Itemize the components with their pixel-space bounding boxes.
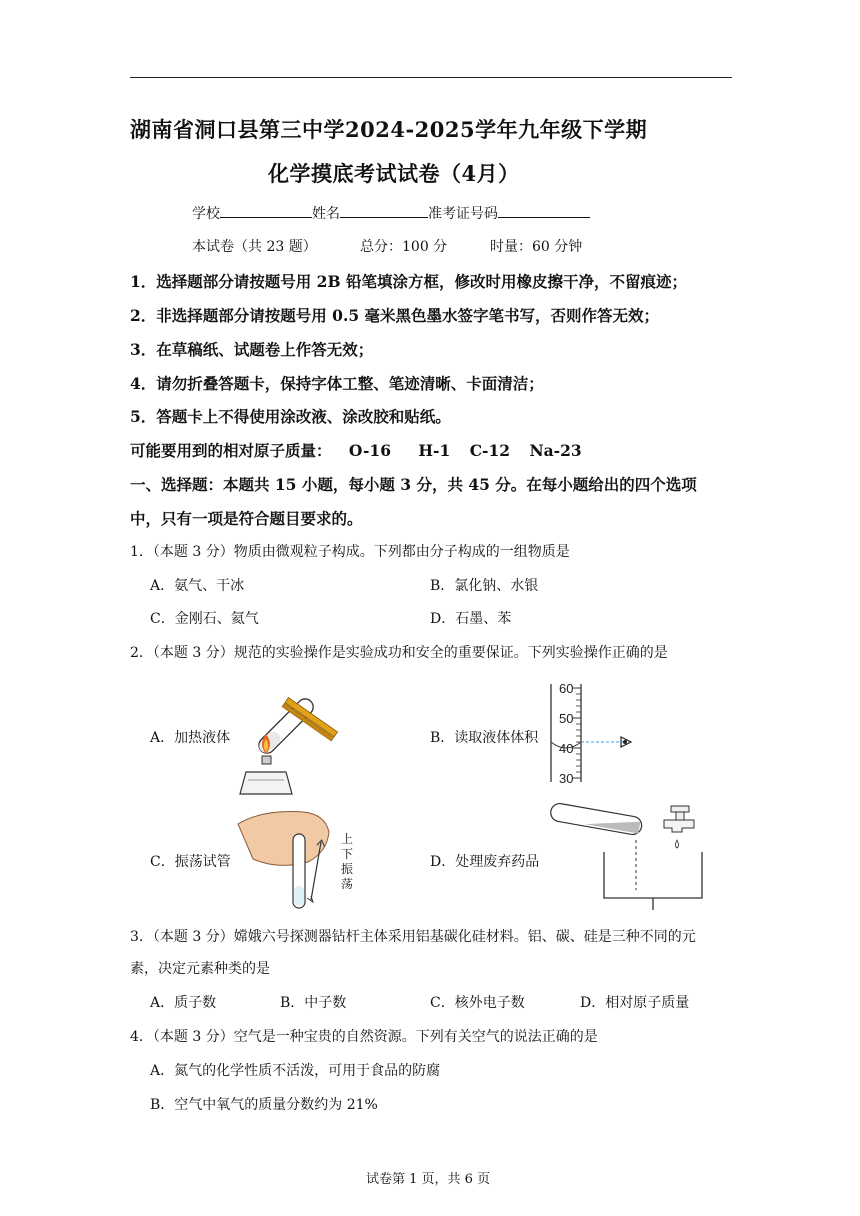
page-footer: 试卷第 1 页，共 6 页 — [366, 1172, 491, 1187]
total-score: 总分：100 分 — [360, 239, 448, 255]
cylinder-tick-label: 30 — [559, 771, 574, 786]
exam-no-label: 准考证号码 — [428, 206, 498, 222]
header-rule — [130, 77, 732, 78]
shake-label — [341, 832, 355, 892]
heating-liquid-figure — [236, 676, 346, 798]
shake-label-char: 振 — [341, 862, 354, 876]
q3-option-b[interactable]: B．中子数 — [280, 995, 347, 1011]
q4-option-a[interactable]: A．氮气的化学性质不活泼，可用于食品的防腐 — [150, 1063, 441, 1079]
atomic-mass-h: H-1 — [418, 441, 451, 460]
q1-option-d[interactable]: D．石墨、苯 — [430, 611, 512, 627]
instruction-3: 3．在草稿纸、试题卷上作答无效； — [130, 340, 374, 359]
q2-option-b[interactable]: B．读取液体体积 — [430, 730, 539, 746]
q3-option-d[interactable]: D．相对原子质量 — [580, 995, 690, 1011]
waste-disposal-figure — [546, 800, 716, 912]
q1-option-a[interactable]: A．氨气、干冰 — [150, 578, 245, 594]
page-title-line1: 湖南省洞口县第三中学2024-2025学年九年级下学期 — [130, 117, 648, 142]
cylinder-tick-label: 50 — [559, 711, 574, 726]
cylinder-tick-label: 40 — [559, 741, 574, 756]
total-questions: 本试卷（共 23 题） — [192, 239, 317, 255]
q4-option-b[interactable]: B．空气中氧气的质量分数约为 21% — [150, 1097, 378, 1113]
q1-option-b[interactable]: B．氯化钠、水银 — [430, 578, 539, 594]
q2-option-a[interactable]: A．加热液体 — [150, 730, 231, 746]
graduated-cylinder-figure — [545, 678, 645, 790]
q2-stem: 2．（本题 3 分）规范的实验操作是实验成功和安全的重要保证。下列实验操作正确的是 — [130, 645, 668, 661]
instruction-2: 2．非选择题部分请按题号用 0.5 毫米黑色墨水签字笔书写，否则作答无效； — [130, 306, 660, 325]
q3-stem-line1: 3．（本题 3 分）嫦娥六号探测器钻杆主体采用铝基碳化硅材料。铝、碳、硅是三种不同的元 — [130, 929, 696, 945]
shake-label-char: 下 — [341, 847, 354, 861]
school-label: 学校 — [192, 206, 220, 222]
exam-no-blank[interactable] — [498, 203, 590, 218]
q3-option-c[interactable]: C．核外电子数 — [430, 995, 525, 1011]
cylinder-tick-label: 60 — [559, 681, 574, 696]
atomic-mass-line — [130, 439, 582, 461]
page-title-line2: 化学摸底考试试卷（4月） — [268, 161, 520, 186]
q3-stem-line2: 素，决定元素种类的是 — [130, 961, 270, 977]
name-label: 姓名 — [312, 206, 340, 222]
shake-label-char: 上 — [341, 832, 354, 846]
school-blank[interactable] — [220, 203, 312, 218]
atomic-mass-na: Na-23 — [529, 441, 582, 460]
atomic-mass-c: C-12 — [469, 441, 511, 460]
section1-heading-line2: 中，只有一项是符合题目要求的。 — [130, 509, 363, 528]
time-limit: 时量：60 分钟 — [490, 239, 583, 255]
atomic-mass-o: O-16 — [348, 441, 391, 460]
atomic-mass-label: 可能要用到的相对原子质量： — [130, 441, 332, 460]
q4-stem: 4．（本题 3 分）空气是一种宝贵的自然资源。下列有关空气的说法正确的是 — [130, 1029, 598, 1045]
q2-option-d[interactable]: D．处理废弃药品 — [430, 854, 540, 870]
shake-label-char: 荡 — [341, 877, 354, 891]
q3-option-a[interactable]: A．质子数 — [150, 995, 217, 1011]
q2-option-c[interactable]: C．振荡试管 — [150, 854, 231, 870]
instruction-5: 5．答题卡上不得使用涂改液、涂改胶和贴纸。 — [130, 407, 451, 426]
instruction-4: 4．请勿折叠答题卡，保持字体工整、笔迹清晰、卡面清洁； — [130, 374, 544, 393]
q1-stem: 1．（本题 3 分）物质由微观粒子构成。下列都由分子构成的一组物质是 — [130, 544, 570, 560]
name-blank[interactable] — [340, 203, 428, 218]
instruction-1: 1．选择题部分请按题号用 2B 铅笔填涂方框，修改时用橡皮擦干净，不留痕迹； — [130, 272, 687, 291]
info-fields — [192, 203, 590, 223]
section1-heading-line1: 一、选择题：本题共 15 小题，每小题 3 分，共 45 分。在每小题给出的四个选项 — [130, 475, 697, 494]
q1-option-c[interactable]: C．金刚石、氦气 — [150, 611, 259, 627]
